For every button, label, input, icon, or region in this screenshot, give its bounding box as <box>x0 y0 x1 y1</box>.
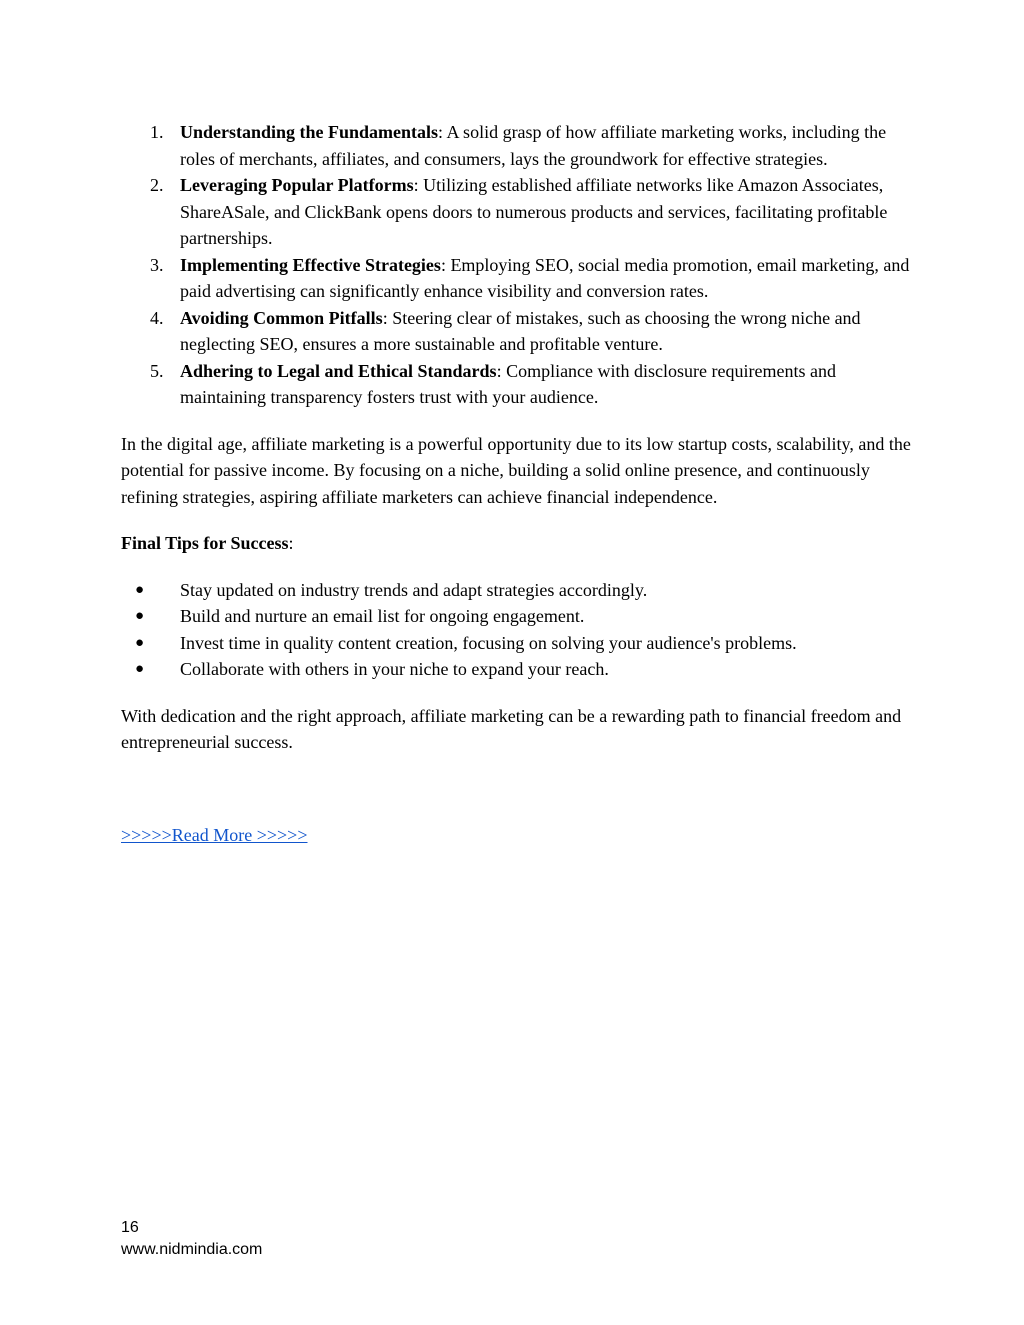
list-item <box>121 656 911 683</box>
list-number: 1. <box>150 122 164 142</box>
summary-numbered-list <box>121 119 911 411</box>
tips-heading <box>121 530 911 557</box>
list-item <box>121 630 911 657</box>
website-url: www.nidmindia.com <box>121 1241 263 1258</box>
page-number: 16 <box>121 1219 139 1236</box>
bullet-icon: ● <box>135 608 145 624</box>
list-item-text: : Steering clear of mistakes, such as choosing the wrong niche and neglecting SEO, ensures a more sustainable and profitable venture. <box>180 307 861 354</box>
page-content <box>121 119 911 848</box>
list-item-title: Adhering to Legal and Ethical Standards <box>180 360 497 381</box>
list-number: 2. <box>150 175 164 195</box>
list-item-text: : Employing SEO, social media promotion, email marketing, and paid advertising can significantly enhance visibility and conversion rates. <box>180 254 910 301</box>
closing-paragraph: With dedication and the right approach, affiliate marketing can be a rewarding path to financial freedom and entrepreneurial success. <box>121 705 902 752</box>
list-item-title: Understanding the Fundamentals <box>180 122 439 142</box>
tip-text: Build and nurture an email list for ongoing engagement. <box>180 606 585 626</box>
list-item <box>121 119 911 172</box>
list-number: 4. <box>150 307 164 328</box>
list-item <box>121 577 911 604</box>
list-item-title: Leveraging Popular Platforms <box>180 175 414 195</box>
list-item-text: : Compliance with disclosure requirements and maintaining transparency fosters trust with your audience. <box>180 360 836 407</box>
page-footer <box>121 1217 262 1261</box>
tip-text: Collaborate with others in your niche to expand your reach. <box>180 659 609 679</box>
bullet-icon: ● <box>135 634 145 651</box>
list-item <box>121 603 911 630</box>
intro-paragraph: In the digital age, affiliate marketing is a powerful opportunity due to its low startup costs, scalability, and the potential for passive income. By focusing on a niche, building a solid online presence, and continuously refining strategies, aspiring affiliate marketers can achieve financial independence. <box>121 433 911 507</box>
list-item-title: Implementing Effective Strategies <box>180 254 441 275</box>
tip-text: Stay updated on industry trends and adapt strategies accordingly. <box>180 579 648 600</box>
list-item-title: Avoiding Common Pitfalls <box>180 307 383 328</box>
list-item <box>121 172 911 252</box>
list-item <box>121 305 911 358</box>
list-item-text: : Utilizing established affiliate networks like Amazon Associates, ShareASale, and ClickBank opens doors to numerous products and services, facilitating profitable partnerships. <box>180 175 888 248</box>
list-item <box>121 252 911 305</box>
tips-heading-suffix: : <box>288 533 294 553</box>
tip-text: Invest time in quality content creation, focusing on solving your audience's problems. <box>180 632 797 653</box>
read-more-link[interactable]: >>>>>Read More >>>>> <box>121 824 308 845</box>
list-item-text: : A solid grasp of how affiliate marketing works, including the roles of merchants, affiliates, and consumers, lays the groundwork for effective strategies. <box>180 122 887 169</box>
bullet-icon: ● <box>135 581 145 598</box>
list-item <box>121 358 911 411</box>
tips-bullet-list <box>121 577 911 683</box>
tips-heading-text: Final Tips for Success <box>121 533 289 553</box>
bullet-icon: ● <box>135 661 145 677</box>
list-number: 3. <box>150 254 164 275</box>
list-number: 5. <box>150 360 164 381</box>
